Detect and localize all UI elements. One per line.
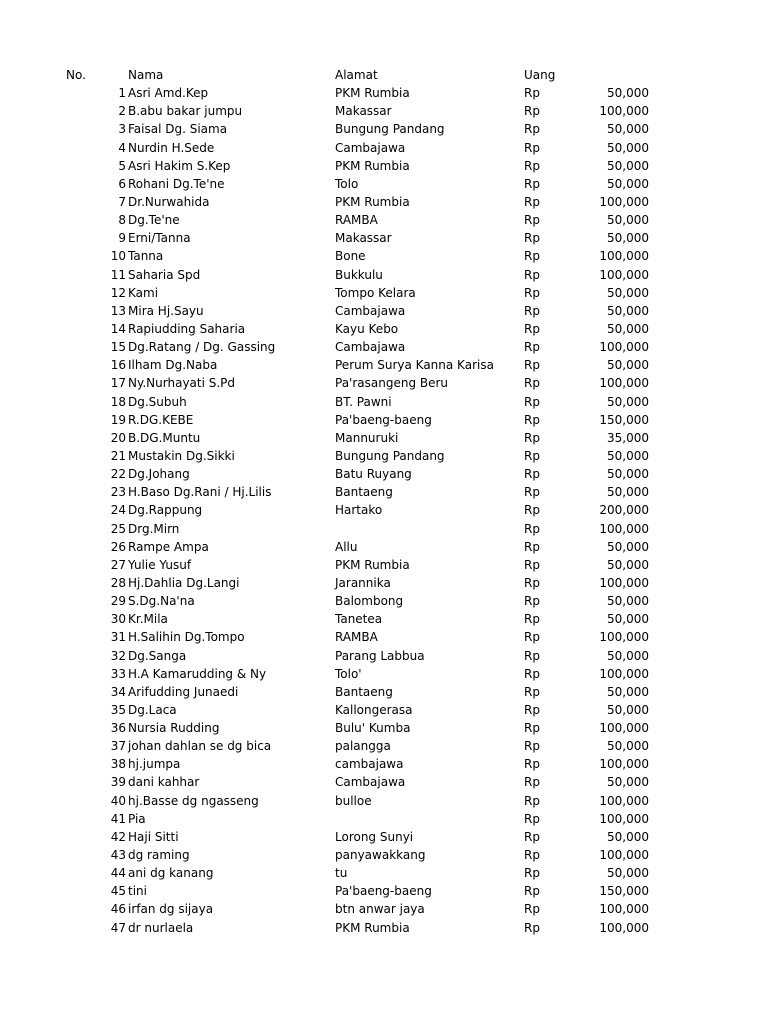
cell-currency: Rp: [524, 86, 540, 101]
cell-amount: 100,000: [599, 793, 649, 808]
cell-nama: irfan dg sijaya: [128, 902, 214, 917]
cell-no: 2: [118, 104, 126, 119]
cell-nama: Rohani Dg.Te'ne: [128, 176, 225, 191]
cell-currency: Rp: [524, 231, 540, 246]
cell-nama: Asri Amd.Kep: [128, 86, 209, 101]
cell-alamat: Bungung Pandang: [335, 448, 445, 463]
cell-alamat: PKM Rumbia: [335, 557, 410, 572]
cell-amount: 50,000: [607, 866, 649, 881]
cell-currency: Rp: [524, 303, 540, 318]
cell-currency: Rp: [524, 376, 540, 391]
cell-no: 46: [110, 902, 126, 917]
table-row: [0, 356, 768, 374]
cell-amount: 50,000: [607, 303, 649, 318]
cell-no: 37: [110, 739, 126, 754]
table-row: [0, 628, 768, 646]
table-row: [0, 102, 768, 120]
cell-currency: Rp: [524, 829, 540, 844]
table-row: [0, 556, 768, 574]
cell-alamat: Kallongerasa: [335, 702, 413, 717]
cell-currency: Rp: [524, 757, 540, 772]
cell-alamat: Bone: [335, 249, 366, 264]
cell-no: 16: [110, 358, 126, 373]
cell-currency: Rp: [524, 176, 540, 191]
cell-nama: H.A Kamarudding & Ny: [128, 666, 267, 681]
cell-nama: hj.Basse dg ngasseng: [128, 793, 259, 808]
cell-amount: 50,000: [607, 684, 649, 699]
cell-amount: 50,000: [607, 140, 649, 155]
cell-no: 39: [110, 775, 126, 790]
cell-no: 45: [110, 884, 126, 899]
cell-no: 47: [110, 920, 126, 935]
cell-alamat: Tompo Kelara: [335, 285, 416, 300]
table-row: [0, 737, 768, 755]
cell-amount: 50,000: [607, 739, 649, 754]
cell-alamat: Tolo': [335, 666, 362, 681]
cell-alamat: btn anwar jaya: [335, 902, 425, 917]
cell-no: 34: [110, 684, 126, 699]
cell-no: 36: [110, 721, 126, 736]
cell-no: 21: [110, 448, 126, 463]
cell-currency: Rp: [524, 122, 540, 137]
cell-alamat: Bantaeng: [335, 485, 393, 500]
cell-currency: Rp: [524, 194, 540, 209]
cell-nama: Mira Hj.Sayu: [128, 303, 204, 318]
table-row: [0, 374, 768, 392]
cell-amount: 100,000: [599, 521, 649, 536]
cell-amount: 50,000: [607, 467, 649, 482]
cell-currency: Rp: [524, 666, 540, 681]
cell-no: 27: [110, 557, 126, 572]
table-row: [0, 592, 768, 610]
cell-nama: Drg.Mirn: [128, 521, 180, 536]
cell-currency: Rp: [524, 775, 540, 790]
cell-no: 12: [110, 285, 126, 300]
cell-currency: Rp: [524, 684, 540, 699]
cell-no: 26: [110, 539, 126, 554]
cell-currency: Rp: [524, 267, 540, 282]
cell-alamat: Mannuruki: [335, 430, 399, 445]
cell-amount: 50,000: [607, 448, 649, 463]
cell-no: 1: [118, 86, 126, 101]
cell-nama: Mustakin Dg.Sikki: [128, 448, 235, 463]
cell-currency: Rp: [524, 158, 540, 173]
cell-currency: Rp: [524, 485, 540, 500]
cell-nama: H.Baso Dg.Rani / Hj.Lilis: [128, 485, 272, 500]
cell-nama: S.Dg.Na'na: [128, 594, 195, 609]
cell-alamat: Cambajawa: [335, 340, 406, 355]
cell-nama: Dr.Nurwahida: [128, 194, 210, 209]
cell-amount: 100,000: [599, 249, 649, 264]
cell-currency: Rp: [524, 575, 540, 590]
cell-no: 29: [110, 594, 126, 609]
cell-no: 7: [118, 194, 126, 209]
table-row: [0, 120, 768, 138]
cell-amount: 100,000: [599, 666, 649, 681]
cell-nama: Dg.Johang: [128, 467, 190, 482]
cell-currency: Rp: [524, 249, 540, 264]
table-row: [0, 810, 768, 828]
cell-currency: Rp: [524, 539, 540, 554]
cell-nama: Tanna: [128, 249, 164, 264]
cell-amount: 100,000: [599, 630, 649, 645]
cell-nama: dr nurlaela: [128, 920, 194, 935]
cell-no: 4: [118, 140, 126, 155]
cell-nama: Ny.Nurhayati S.Pd: [128, 376, 236, 391]
cell-alamat: RAMBA: [335, 213, 378, 228]
header-alamat: Alamat: [335, 68, 378, 82]
table-row: [0, 538, 768, 556]
cell-alamat: Pa'rasangeng Beru: [335, 376, 449, 391]
cell-no: 3: [118, 122, 126, 137]
table-row: [0, 520, 768, 538]
cell-nama: Erni/Tanna: [128, 231, 191, 246]
cell-alamat: Parang Labbua: [335, 648, 425, 663]
cell-alamat: Hartako: [335, 503, 383, 518]
cell-no: 40: [110, 793, 126, 808]
cell-no: 38: [110, 757, 126, 772]
cell-alamat: RAMBA: [335, 630, 378, 645]
table-row: [0, 229, 768, 247]
table-row: [0, 755, 768, 773]
cell-alamat: Makassar: [335, 104, 392, 119]
cell-currency: Rp: [524, 412, 540, 427]
cell-currency: Rp: [524, 285, 540, 300]
cell-nama: Nursia Rudding: [128, 721, 220, 736]
cell-amount: 100,000: [599, 811, 649, 826]
table-row: [0, 719, 768, 737]
table-row: [0, 846, 768, 864]
table-row: [0, 139, 768, 157]
cell-alamat: Pa'baeng-baeng: [335, 412, 432, 427]
cell-amount: 50,000: [607, 648, 649, 663]
cell-nama: Dg.Sanga: [128, 648, 187, 663]
cell-alamat: Bukkulu: [335, 267, 383, 282]
cell-currency: Rp: [524, 140, 540, 155]
cell-nama: Saharia Spd: [128, 267, 201, 282]
cell-currency: Rp: [524, 811, 540, 826]
header-no: No.: [66, 68, 86, 82]
cell-alamat: Makassar: [335, 231, 392, 246]
cell-nama: ani dg kanang: [128, 866, 214, 881]
cell-no: 8: [118, 213, 126, 228]
cell-no: 18: [110, 394, 126, 409]
table-row: [0, 211, 768, 229]
table-row: [0, 284, 768, 302]
cell-alamat: PKM Rumbia: [335, 86, 410, 101]
cell-alamat: BT. Pawni: [335, 394, 392, 409]
cell-nama: Dg.Laca: [128, 702, 177, 717]
cell-nama: B.DG.Muntu: [128, 430, 201, 445]
cell-amount: 100,000: [599, 575, 649, 590]
cell-amount: 50,000: [607, 86, 649, 101]
cell-amount: 150,000: [599, 412, 649, 427]
cell-nama: Dg.Te'ne: [128, 213, 180, 228]
cell-amount: 50,000: [607, 358, 649, 373]
cell-alamat: Pa'baeng-baeng: [335, 884, 432, 899]
table-row: [0, 84, 768, 102]
table-row: [0, 792, 768, 810]
cell-no: 19: [110, 412, 126, 427]
cell-amount: 50,000: [607, 557, 649, 572]
cell-alamat: PKM Rumbia: [335, 158, 410, 173]
cell-amount: 50,000: [607, 213, 649, 228]
cell-currency: Rp: [524, 902, 540, 917]
cell-currency: Rp: [524, 884, 540, 899]
cell-amount: 100,000: [599, 376, 649, 391]
table-row: [0, 501, 768, 519]
cell-no: 13: [110, 303, 126, 318]
cell-amount: 50,000: [607, 394, 649, 409]
cell-alamat: Balombong: [335, 594, 404, 609]
cell-amount: 50,000: [607, 594, 649, 609]
cell-currency: Rp: [524, 594, 540, 609]
cell-currency: Rp: [524, 467, 540, 482]
cell-currency: Rp: [524, 340, 540, 355]
cell-no: 32: [110, 648, 126, 663]
cell-no: 23: [110, 485, 126, 500]
cell-currency: Rp: [524, 213, 540, 228]
table-row: [0, 465, 768, 483]
cell-alamat: Bulu' Kumba: [335, 721, 411, 736]
cell-no: 9: [118, 231, 126, 246]
cell-currency: Rp: [524, 612, 540, 627]
cell-alamat: tu: [335, 866, 348, 881]
cell-alamat: bulloe: [335, 793, 372, 808]
table-row: [0, 665, 768, 683]
cell-no: 20: [110, 430, 126, 445]
cell-nama: Yulie Yusuf: [128, 557, 192, 572]
cell-nama: Arifudding Junaedi: [128, 684, 239, 699]
cell-no: 17: [110, 376, 126, 391]
cell-no: 33: [110, 666, 126, 681]
cell-amount: 50,000: [607, 829, 649, 844]
cell-amount: 50,000: [607, 176, 649, 191]
cell-nama: dani kahhar: [128, 775, 200, 790]
table-row: [0, 882, 768, 900]
cell-currency: Rp: [524, 521, 540, 536]
cell-amount: 50,000: [607, 702, 649, 717]
cell-no: 31: [110, 630, 126, 645]
cell-no: 25: [110, 521, 126, 536]
cell-amount: 50,000: [607, 321, 649, 336]
cell-amount: 100,000: [599, 340, 649, 355]
cell-alamat: panyawakkang: [335, 848, 426, 863]
cell-currency: Rp: [524, 702, 540, 717]
cell-nama: Faisal Dg. Siama: [128, 122, 228, 137]
cell-nama: Rampe Ampa: [128, 539, 209, 554]
cell-currency: Rp: [524, 448, 540, 463]
cell-currency: Rp: [524, 793, 540, 808]
cell-currency: Rp: [524, 920, 540, 935]
table-row: [0, 773, 768, 791]
cell-no: 15: [110, 340, 126, 355]
cell-amount: 50,000: [607, 158, 649, 173]
cell-no: 28: [110, 575, 126, 590]
table-row: [0, 247, 768, 265]
cell-amount: 200,000: [599, 503, 649, 518]
cell-nama: dg raming: [128, 848, 190, 863]
table-row: [0, 266, 768, 284]
cell-nama: Haji Sitti: [128, 829, 179, 844]
table-row: [0, 411, 768, 429]
cell-amount: 50,000: [607, 122, 649, 137]
cell-currency: Rp: [524, 430, 540, 445]
cell-currency: Rp: [524, 321, 540, 336]
cell-nama: Asri Hakim S.Kep: [128, 158, 231, 173]
cell-no: 22: [110, 467, 126, 482]
cell-alamat: Lorong Sunyi: [335, 829, 414, 844]
cell-nama: Rapiudding Saharia: [128, 321, 246, 336]
cell-nama: R.DG.KEBE: [128, 412, 194, 427]
spreadsheet-table: [0, 66, 768, 937]
table-row: [0, 483, 768, 501]
cell-no: 41: [110, 811, 126, 826]
cell-alamat: Tanetea: [335, 612, 383, 627]
cell-no: 6: [118, 176, 126, 191]
cell-amount: 100,000: [599, 848, 649, 863]
table-row: [0, 175, 768, 193]
cell-amount: 100,000: [599, 104, 649, 119]
cell-nama: tini: [128, 884, 147, 899]
cell-no: 35: [110, 702, 126, 717]
cell-currency: Rp: [524, 866, 540, 881]
table-row: [0, 338, 768, 356]
cell-nama: Ilham Dg.Naba: [128, 358, 218, 373]
header-nama: Nama: [128, 68, 164, 82]
table-row: [0, 320, 768, 338]
table-header: [0, 66, 768, 84]
cell-nama: Nurdin H.Sede: [128, 140, 215, 155]
cell-amount: 50,000: [607, 285, 649, 300]
cell-alamat: Tolo: [335, 176, 359, 191]
cell-amount: 150,000: [599, 884, 649, 899]
cell-nama: Dg.Subuh: [128, 394, 187, 409]
cell-amount: 100,000: [599, 721, 649, 736]
table-row: [0, 393, 768, 411]
cell-alamat: Perum Surya Kanna Karisa: [335, 358, 494, 373]
cell-alamat: Allu: [335, 539, 358, 554]
table-row: [0, 900, 768, 918]
table-row: [0, 302, 768, 320]
cell-currency: Rp: [524, 394, 540, 409]
cell-amount: 50,000: [607, 485, 649, 500]
cell-currency: Rp: [524, 358, 540, 373]
cell-alamat: Cambajawa: [335, 303, 406, 318]
table-row: [0, 647, 768, 665]
cell-currency: Rp: [524, 557, 540, 572]
table-row: [0, 610, 768, 628]
table-row: [0, 864, 768, 882]
cell-currency: Rp: [524, 630, 540, 645]
table-row: [0, 429, 768, 447]
cell-amount: 50,000: [607, 539, 649, 554]
cell-no: 43: [110, 848, 126, 863]
table-row: [0, 447, 768, 465]
cell-amount: 50,000: [607, 231, 649, 246]
cell-alamat: Batu Ruyang: [335, 467, 412, 482]
cell-nama: H.Salihin Dg.Tompo: [128, 630, 245, 645]
cell-amount: 100,000: [599, 267, 649, 282]
cell-alamat: Cambajawa: [335, 140, 406, 155]
table-row: [0, 193, 768, 211]
cell-alamat: Cambajawa: [335, 775, 406, 790]
table-row: [0, 157, 768, 175]
cell-alamat: PKM Rumbia: [335, 920, 410, 935]
cell-nama: Hj.Dahlia Dg.Langi: [128, 575, 240, 590]
cell-currency: Rp: [524, 739, 540, 754]
table-row: [0, 683, 768, 701]
cell-no: 44: [110, 866, 126, 881]
cell-alamat: cambajawa: [335, 757, 404, 772]
cell-nama: Dg.Rappung: [128, 503, 203, 518]
cell-nama: Kami: [128, 285, 159, 300]
cell-amount: 50,000: [607, 775, 649, 790]
cell-amount: 100,000: [599, 920, 649, 935]
cell-currency: Rp: [524, 648, 540, 663]
cell-amount: 100,000: [599, 757, 649, 772]
cell-amount: 35,000: [607, 430, 649, 445]
cell-currency: Rp: [524, 503, 540, 518]
cell-alamat: Bantaeng: [335, 684, 393, 699]
cell-currency: Rp: [524, 104, 540, 119]
table-row: [0, 574, 768, 592]
cell-no: 42: [110, 829, 126, 844]
cell-alamat: PKM Rumbia: [335, 194, 410, 209]
table-body: [0, 84, 768, 937]
cell-alamat: Bungung Pandang: [335, 122, 445, 137]
cell-no: 11: [110, 267, 126, 282]
cell-no: 30: [110, 612, 126, 627]
cell-nama: hj.jumpa: [128, 757, 181, 772]
cell-no: 5: [118, 158, 126, 173]
cell-no: 24: [110, 503, 126, 518]
cell-no: 14: [110, 321, 126, 336]
cell-nama: Kr.Mila: [128, 612, 168, 627]
cell-nama: B.abu bakar jumpu: [128, 104, 243, 119]
cell-amount: 50,000: [607, 612, 649, 627]
cell-no: 10: [110, 249, 126, 264]
table-row: [0, 919, 768, 937]
cell-currency: Rp: [524, 848, 540, 863]
cell-amount: 100,000: [599, 902, 649, 917]
header-uang: Uang: [524, 68, 556, 82]
cell-currency: Rp: [524, 721, 540, 736]
cell-alamat: Jarannika: [335, 575, 391, 590]
table-row: [0, 701, 768, 719]
cell-nama: Pia: [128, 811, 146, 826]
cell-alamat: palangga: [335, 739, 391, 754]
cell-alamat: Kayu Kebo: [335, 321, 399, 336]
table-row: [0, 828, 768, 846]
cell-amount: 100,000: [599, 194, 649, 209]
cell-nama: johan dahlan se dg bica: [128, 739, 272, 754]
cell-nama: Dg.Ratang / Dg. Gassing: [128, 340, 276, 355]
